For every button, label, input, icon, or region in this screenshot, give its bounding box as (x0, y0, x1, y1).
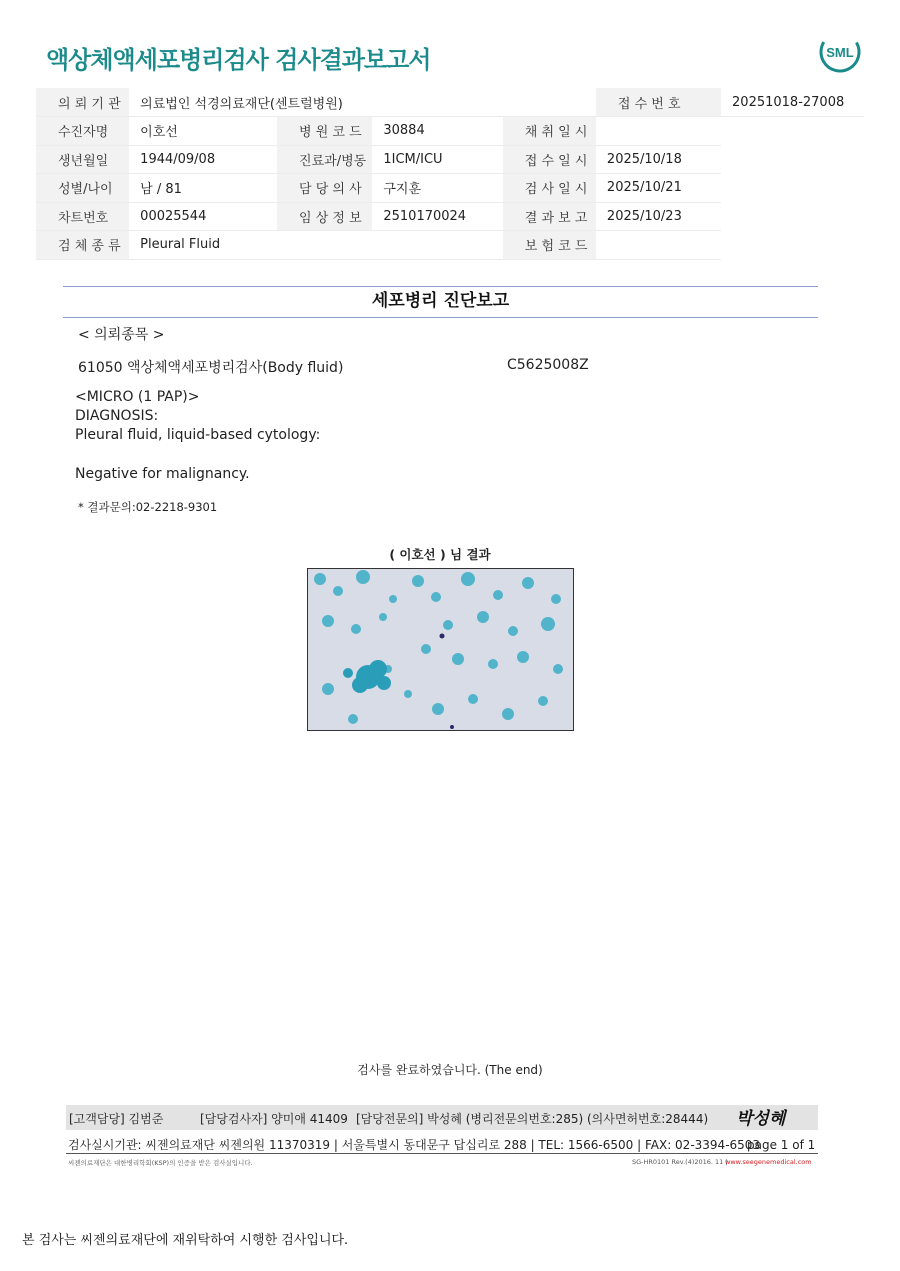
value-chart-no: 00025544 (129, 202, 277, 231)
diagnosis-report-title: 세포병리 진단보고 (371, 291, 510, 311)
value-department: 1ICM/ICU (372, 145, 502, 174)
value-receipt-no: 20251018-27008 (721, 88, 864, 117)
signature-image (734, 1103, 794, 1131)
value-hospital-code: 30884 (372, 117, 502, 146)
request-heading: < 의뢰종목 > (78, 327, 165, 343)
info-row (36, 231, 864, 260)
logo-text: SML (826, 45, 854, 60)
label-institution: 의 뢰 기 관 (36, 88, 129, 117)
specialist: [담당전문의] 박성혜 (병리전문의번호:285) (의사면허번호:28444) (356, 1112, 709, 1126)
footer-divider (66, 1153, 818, 1154)
label-receipt-no: 접 수 번 호 (596, 88, 721, 117)
label-chart-no: 차트번호 (36, 202, 129, 231)
value-patient-name: 이호선 (129, 117, 277, 146)
cytology-stain-illustration (308, 569, 573, 730)
test-code: C5625008Z (507, 357, 589, 373)
label-report-date: 결 과 보 고 (503, 202, 596, 231)
image-caption: ( 이호선 ) 님 결과 (389, 547, 491, 562)
empty-cell (277, 231, 372, 260)
value-test-date: 2025/10/21 (596, 174, 721, 203)
value-clinical-info: 2510170024 (372, 202, 502, 231)
info-row (36, 202, 864, 231)
value-sex-age: 남 / 81 (129, 174, 277, 203)
value-specimen-type: Pleural Fluid (129, 231, 277, 260)
test-name: 61050 액상체액세포병리검사(Body fluid) (78, 360, 344, 376)
cytology-microscopy-image (307, 568, 574, 731)
info-row (36, 117, 864, 146)
diagnosis-result: Negative for malignancy. (75, 466, 250, 482)
value-physician: 구지훈 (372, 174, 502, 203)
value-receipt-date: 2025/10/18 (596, 145, 721, 174)
customer-contact: [고객담당] 김범준 (69, 1112, 164, 1126)
diagnosis-label: DIAGNOSIS: (75, 408, 159, 424)
value-insurance-code (596, 231, 721, 260)
label-clinical-info: 임 상 정 보 (277, 202, 372, 231)
label-sex-age: 성별/나이 (36, 174, 129, 203)
report-title: 액상체액세포병리검사 검사결과보고서 (46, 46, 431, 74)
website-link[interactable]: www.seegenemedical.com (725, 1158, 812, 1166)
label-patient-name: 수진자명 (36, 117, 129, 146)
section-divider (63, 317, 818, 318)
certification-note: 씨젠의료재단은 대한병리학회(KSP)의 인증을 받은 검사실입니다. (68, 1159, 253, 1167)
label-physician: 담 당 의 사 (277, 174, 372, 203)
empty-cell (372, 231, 502, 260)
inquiry-phone: * 결과문의:02-2218-9301 (78, 500, 218, 514)
form-code: SG-HR0101 Rev.(4)2016. 11 | (632, 1158, 728, 1166)
value-report-date: 2025/10/23 (596, 202, 721, 231)
label-receipt-date: 접 수 일 시 (503, 145, 596, 174)
label-collection-date: 채 취 일 시 (503, 117, 596, 146)
value-collection-date (596, 117, 721, 146)
end-message: 검사를 완료하였습니다. (The end) (357, 1063, 543, 1077)
label-department: 진료과/병동 (277, 145, 372, 174)
specimen-description: Pleural fluid, liquid-based cytology: (75, 427, 321, 443)
info-row (36, 174, 864, 203)
info-row (36, 88, 864, 117)
patient-info-table (36, 88, 864, 260)
outsourcing-note: 본 검사는 씨젠의료재단에 재위탁하여 시행한 검사입니다. (22, 1233, 349, 1248)
signature-text: 박성혜 (736, 1109, 786, 1129)
page-number: page 1 of 1 (747, 1138, 816, 1152)
technician: [담당검사자] 양미애 41409 (200, 1112, 348, 1126)
info-row (36, 145, 864, 174)
label-hospital-code: 병 원 코 드 (277, 117, 372, 146)
label-specimen-type: 검 체 종 류 (36, 231, 129, 260)
micro-heading: <MICRO (1 PAP)> (75, 389, 200, 405)
value-institution: 의료법인 석경의료재단(센트럴병원) (129, 88, 596, 117)
label-birth-date: 생년월일 (36, 145, 129, 174)
label-test-date: 검 사 일 시 (503, 174, 596, 203)
value-birth-date: 1944/09/08 (129, 145, 277, 174)
lab-info: 검사실시기관: 씨젠의료재단 씨젠의원 11370319 | 서울특별시 동대문구 답십리로 288 | TEL: 1566-6500 | FAX: 02-3394-6503 (68, 1138, 761, 1152)
footer-staff-bar (66, 1105, 818, 1130)
label-insurance-code: 보 험 코 드 (503, 231, 596, 260)
sml-logo-icon (818, 30, 862, 74)
